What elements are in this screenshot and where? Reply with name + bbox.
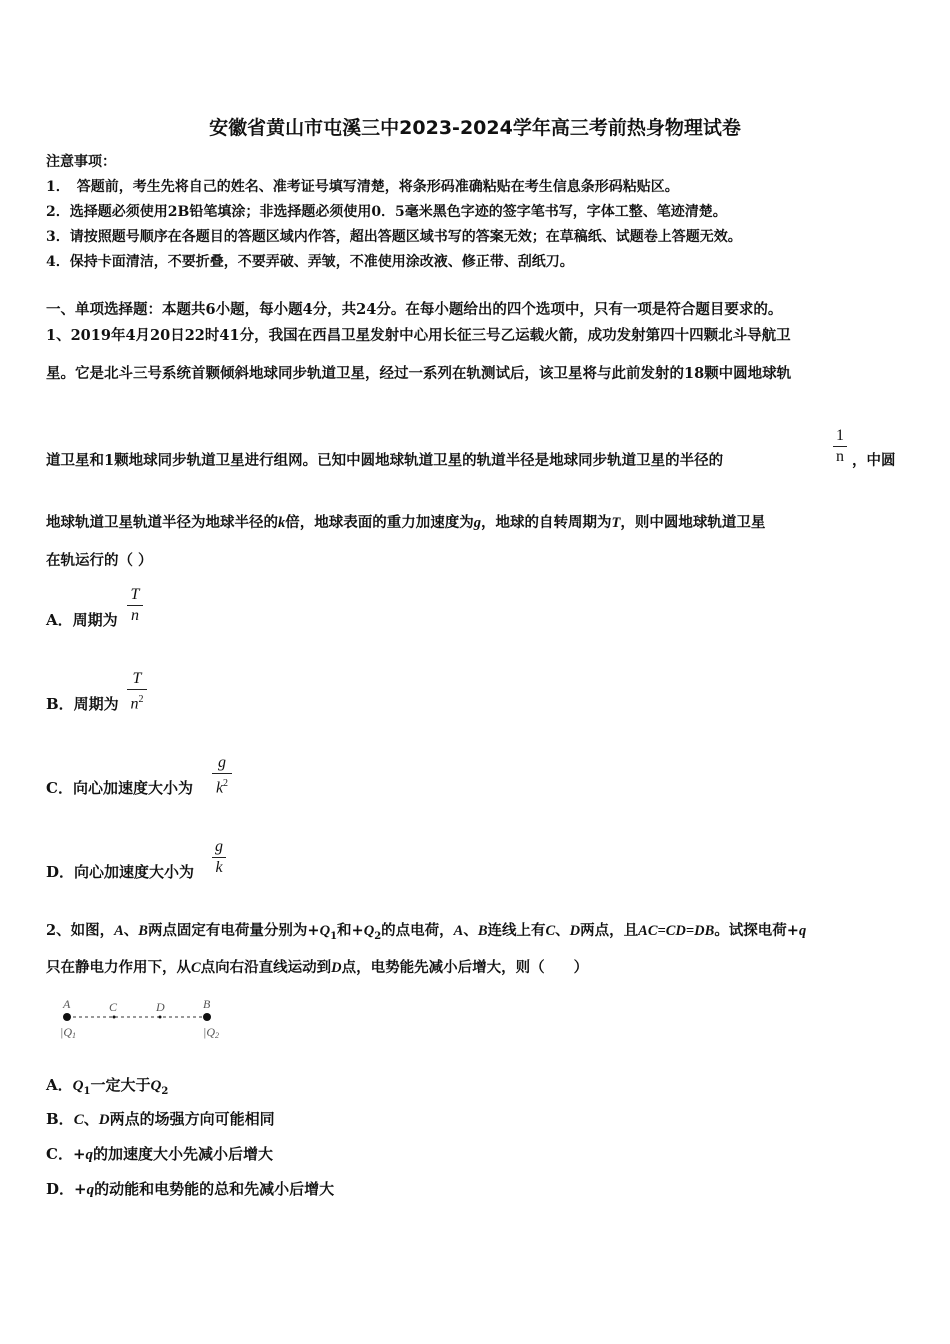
q1-line-4: 地球轨道卫星轨道半径为地球半径的k倍，地球表面的重力加速度为g，地球的自转周期为T，则中圆地球轨道卫星 xyxy=(46,514,766,531)
notice-item-1: 1． 答题前，考生先将自己的姓名、准考证号填写清楚，将条形码准确粘贴在考生信息条形码粘贴区。 xyxy=(46,179,679,195)
label-d: D xyxy=(156,1000,165,1014)
q1-line-3: 道卫星和1颗地球同步轨道卫星进行组网。已知中圆地球轨道卫星的轨道半径是地球同步轨道卫星的半径的 xyxy=(46,452,724,469)
q1-option-b-label: B．周期为 xyxy=(46,695,119,713)
q1-option-a-fraction: T n xyxy=(126,585,144,626)
q1-option-c-label: C．向心加速度大小为 xyxy=(46,779,193,797)
point-a-dot xyxy=(63,1013,71,1021)
label-a: A xyxy=(63,997,71,1011)
q2-line-2: 只在静电力作用下，从C点向右沿直线运动到D点，电势能先减小后增大，则（ ） xyxy=(46,959,589,976)
q1-option-c-fraction: g $k^2$ xyxy=(211,753,233,798)
q2-option-d: D．+q的动能和电势能的总和先减小后增大 xyxy=(46,1180,335,1198)
q1-option-d-fraction: g k xyxy=(211,837,227,878)
notice-item-3: 3．请按照题号顺序在各题目的答题区域内作答，超出答题区域书写的答案无效；在草稿纸、试题卷上答题无效。 xyxy=(46,229,742,245)
notice-item-2: 2．选择题必须使用2B铅笔填涂；非选择题必须使用0．5毫米黑色字迹的签字笔书写，字体工整、笔迹清楚。 xyxy=(46,204,727,220)
q1-option-a-label: A．周期为 xyxy=(46,611,118,629)
label-b: B xyxy=(203,997,211,1011)
section-heading: 一、单项选择题：本题共6小题，每小题4分，共24分。在每小题给出的四个选项中，只有一项是符合题目要求的。 xyxy=(46,301,783,318)
q2-option-b: B．C、D两点的场强方向可能相同 xyxy=(46,1110,275,1128)
label-c: C xyxy=(109,1000,118,1014)
q2-line-1: 2、如图，A、B两点固定有电荷量分别为$+Q_1$和$+Q_2$的点电荷，A、B连线上有C、D两点，且AC=CD=DB。试探电荷+q xyxy=(46,922,807,942)
q2-option-a: A．$Q_1$一定大于$Q_2$ xyxy=(46,1076,169,1097)
q1-line-1: 1、2019年4月20日22时41分，我国在西昌卫星发射中心用长征三号乙运载火箭，成功发射第四十四颗北斗导航卫 xyxy=(46,327,791,344)
q1-line-3-end: ，中圆 xyxy=(852,452,896,469)
charge-diagram xyxy=(56,995,236,1043)
point-b-dot xyxy=(203,1013,211,1021)
notice-heading: 注意事项： xyxy=(46,154,116,170)
page-title: 安徽省黄山市屯溪三中2023-2024学年高三考前热身物理试卷 xyxy=(209,117,741,139)
label-q1: |Q1 xyxy=(60,1025,76,1040)
q1-fraction-1-over-n: 1 n xyxy=(832,426,848,467)
label-q2: |Q2 xyxy=(203,1025,219,1040)
q1-option-d-label: D．向心加速度大小为 xyxy=(46,863,195,881)
q1-line-2: 星。它是北斗三号系统首颗倾斜地球同步轨道卫星，经过一系列在轨测试后，该卫星将与此前发射的18颗中圆地球轨 xyxy=(46,365,792,382)
q2-option-c: C．+q的加速度大小先减小后增大 xyxy=(46,1145,274,1163)
point-c-dot xyxy=(113,1016,116,1019)
point-d-dot xyxy=(159,1016,162,1019)
notice-item-4: 4．保持卡面清洁，不要折叠，不要弄破、弄皱，不准使用涂改液、修正带、刮纸刀。 xyxy=(46,254,574,270)
q1-option-b-fraction: T $n^2$ xyxy=(126,669,148,714)
q1-line-5: 在轨运行的（ ） xyxy=(46,552,153,569)
